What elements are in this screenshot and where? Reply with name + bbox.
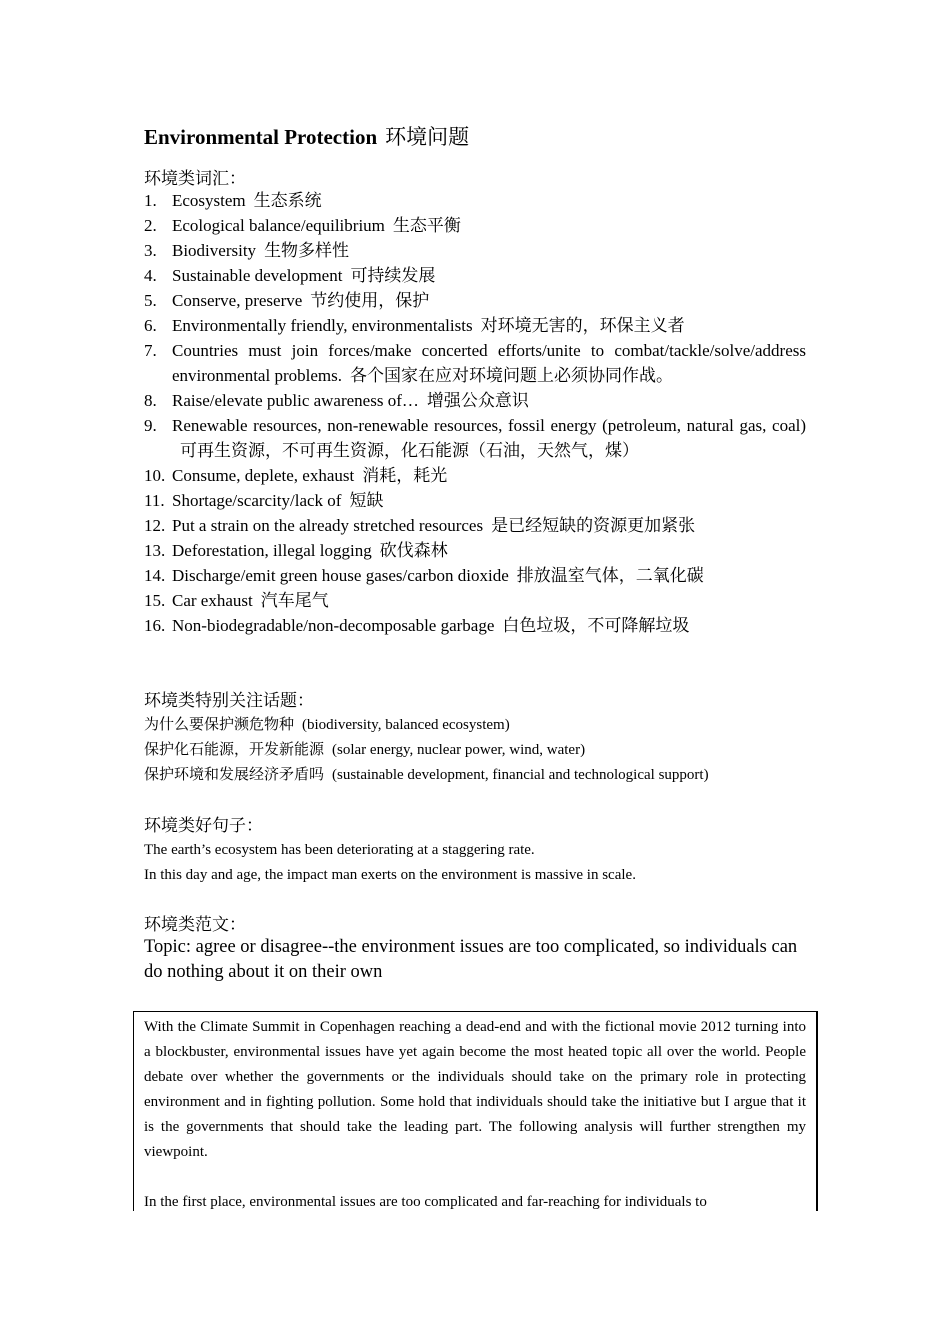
vocab-item: 2. Ecological balance/equilibrium 生态平衡 [144,216,461,235]
page-title [144,121,469,151]
vocab-item: 5. Conserve, preserve 节约使用，保护 [144,291,430,310]
sentences-heading: 环境类好句子： [144,816,263,835]
essay-paragraph: With the Climate Summit in Copenhagen reaching a dead-end and with the fictional movie 2012 turning into a blockbuster, environmental issues have yet again become the most heated topic all over the world. People debate over whether the governments or the individuals should take on the primary role in protecting environment and in fighting pollution. Some hold that individuals should take the initiative but I argue that it is the governments that should take the leading part. The following analysis will further strengthen my viewpoint. [144,1019,806,1160]
sentence-item: In this day and age, the impact man exerts on the environment is massive in scale. [144,867,636,883]
vocab-item: 6. Environmentally friendly, environmentalists 对环境无害的，环保主义者 [144,316,685,335]
vocab-item: 1. Ecosystem 生态系统 [144,191,322,210]
vocab-list [144,188,806,638]
topics-heading: 环境类特别关注话题： [144,691,314,710]
vocab-item: 15. Car exhaust 汽车尾气 [144,591,329,610]
topics-list [144,713,709,788]
vocab-item: 9. Renewable resources, non-renewable resources, fossil energy (petroleum, natural gas, coal)可再生资源，不可再生资源，化石能源（石油，天然气，煤） [144,416,806,460]
vocab-item: 7. Countries must join forces/make concerted efforts/unite to combat/tackle/solve/address environmental problems. 各个国家在应对环境问题上必须协同作战。 [144,341,806,385]
title-english: Environmental Protection [144,125,378,149]
vocab-item: 14. Discharge/emit green house gases/carbon dioxide 排放温室气体，二氧化碳 [144,566,704,585]
topic-item: 为什么要保护濒危物种 (biodiversity, balanced ecosystem) [144,717,510,733]
topic-item: 保护环境和发展经济矛盾吗 (sustainable development, financial and technological support) [144,767,709,783]
sentences-list [144,838,636,888]
vocab-item: 10. Consume, deplete, exhaust 消耗，耗光 [144,466,448,485]
essay-paragraph: In the first place, environmental issues are too complicated and far-reaching for individuals to [144,1194,707,1210]
vocab-item: 3. Biodiversity 生物多样性 [144,241,350,260]
essay-heading: 环境类范文： [144,915,246,934]
vocab-item: 8. Raise/elevate public awareness of… 增强公众意识 [144,391,529,410]
vocab-heading: 环境类词汇： [144,169,246,188]
sentence-item: The earth’s ecosystem has been deteriorating at a staggering rate. [144,842,535,858]
title-chinese: 环境问题 [385,125,470,149]
essay-box [133,1011,818,1211]
vocab-item: 4. Sustainable development 可持续发展 [144,266,436,285]
essay-topic: Topic: agree or disagree--the environment issues are too complicated, so individuals can do nothing about it on their own [144,937,798,982]
vocab-item: 12. Put a strain on the already stretched resources 是已经短缺的资源更加紧张 [144,516,696,535]
topic-item: 保护化石能源，开发新能源 (solar energy, nuclear power, wind, water) [144,742,586,758]
vocab-item: 11. Shortage/scarcity/lack of 短缺 [144,491,384,510]
vocab-item: 13. Deforestation, illegal logging 砍伐森林 [144,541,448,560]
vocab-item: 16. Non-biodegradable/non-decomposable garbage 白色垃圾，不可降解垃圾 [144,616,690,635]
